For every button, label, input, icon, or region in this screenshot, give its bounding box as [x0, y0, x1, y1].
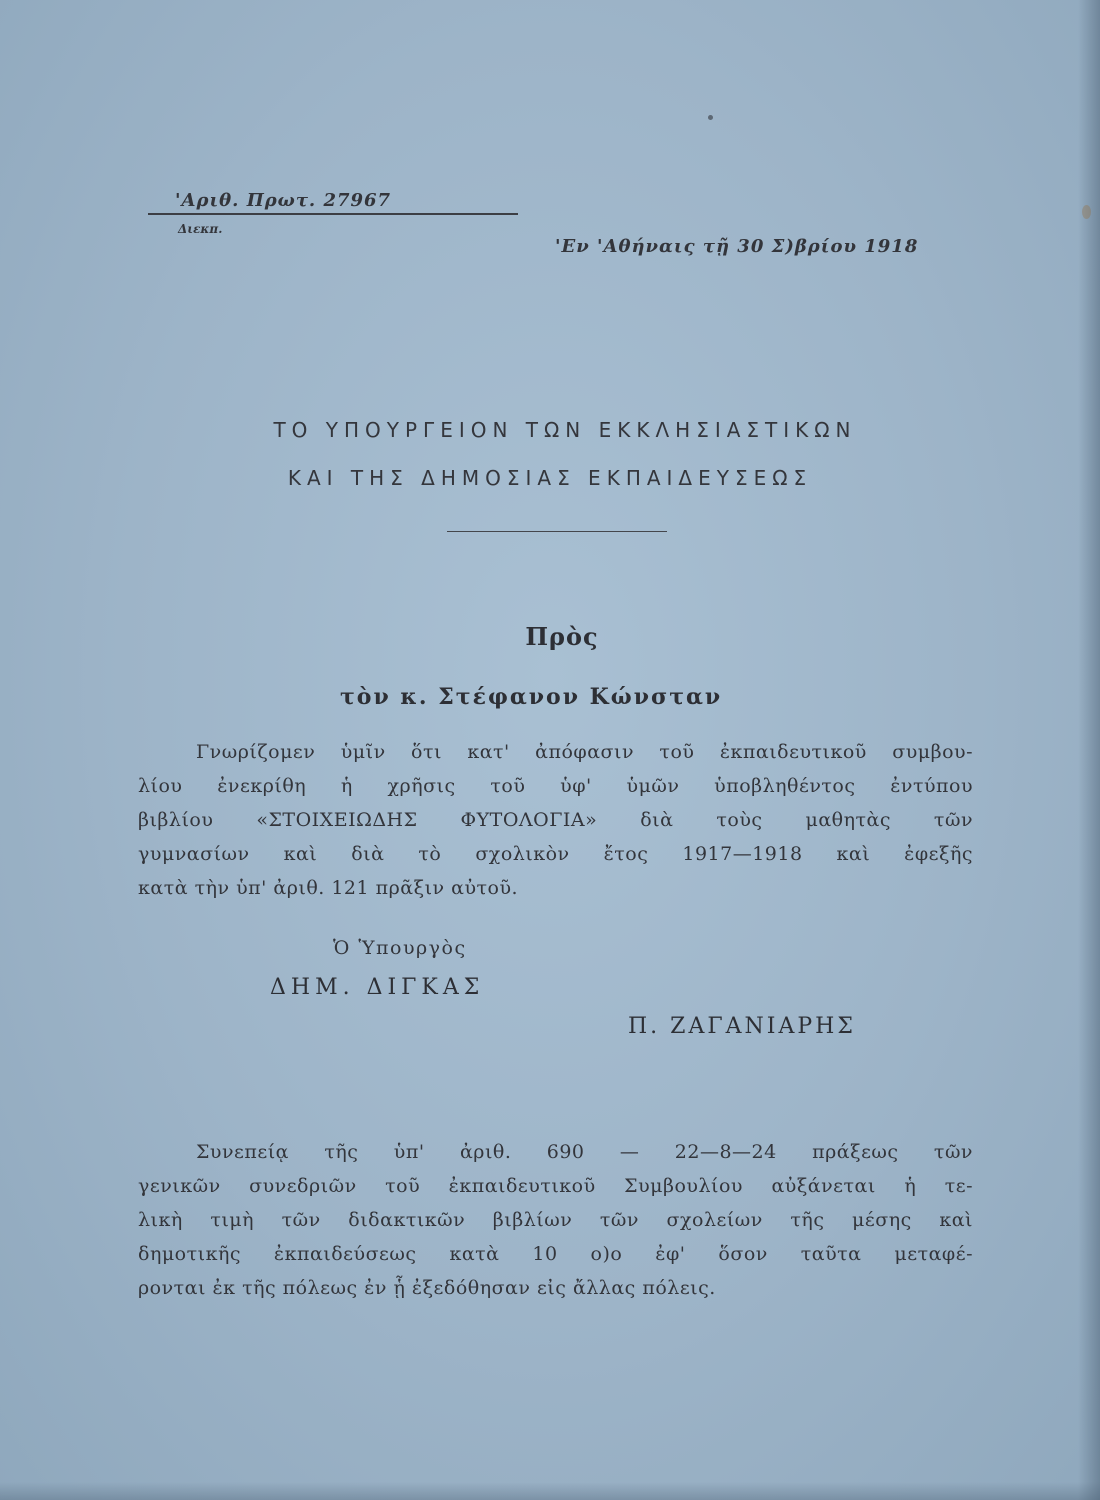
notice-line: βιβλίου «ΣΤΟΙΧΕΙΩΔΗΣ ΦΥΤΟΛΟΓΙΑ» διὰ τοὺς μαθητὰς τῶν — [138, 809, 973, 831]
addendum-line: ρονται ἐκ τῆς πόλεως ἐν ᾗ ἐξεδόθησαν εἰς ἄλλας πόλεις. — [138, 1277, 716, 1299]
paper-stain — [708, 115, 713, 120]
addendum-line: γενικῶν συνεδριῶν τοῦ ἐκπαιδευτικοῦ Συμβουλίου αὐξάνεται ἡ τε- — [138, 1175, 973, 1197]
paper-edge-shadow-bottom — [0, 1482, 1100, 1500]
addendum-paragraph — [138, 1135, 973, 1305]
protocol-underline — [148, 213, 518, 215]
dispatch-label: Διεκπ. — [178, 222, 223, 236]
notice-line: Γνωρίζομεν ὑμῖν ὅτι κατ' ἀπόφασιν τοῦ ἐκπαιδευτικοῦ συμβου- — [196, 741, 973, 763]
addendum-line: δημοτικῆς ἐκπαιδεύσεως κατὰ 10 ο)ο ἐφ' ὅσον ταῦτα μεταφέ- — [138, 1243, 973, 1265]
paper-stain — [1082, 205, 1091, 219]
ministry-heading-line1: ΤΟ ΥΠΟΥΡΓΕΙΟΝ ΤΩΝ ΕΚΚΛΗΣΙΑΣΤΙΚΩΝ — [273, 418, 857, 442]
dateline: 'Εν 'Αθήναις τῇ 30 Σ)βρίου 1918 — [555, 236, 919, 257]
minister-title: Ὁ Ὑπουργὸς — [333, 937, 467, 959]
notice-line: λίου ἐνεκρίθη ἡ χρῆσις τοῦ ὑφ' ὑμῶν ὑποβληθέντος ἐντύπου — [138, 775, 973, 797]
heading-divider — [447, 531, 667, 532]
secretary-name: Π. ΖΑΓΑΝΙΑΡΗΣ — [628, 1014, 856, 1039]
ministry-heading-line2: ΚΑΙ ΤΗΣ ΔΗΜΟΣΙΑΣ ΕΚΠΑΙΔΕΥΣΕΩΣ — [287, 466, 813, 490]
paper-edge-shadow-right — [1078, 0, 1100, 1500]
notice-paragraph — [138, 735, 973, 905]
salutation-to: Πρὸς — [525, 622, 599, 651]
notice-line: κατὰ τὴν ὑπ' ἀριθ. 121 πρᾶξιν αὐτοῦ. — [138, 877, 519, 899]
protocol-number: 'Αριθ. Πρωτ. 27967 — [175, 190, 392, 211]
addendum-line: λικὴ τιμὴ τῶν διδακτικῶν βιβλίων τῶν σχολείων τῆς μέσης καὶ — [138, 1209, 973, 1231]
minister-name: ΔΗΜ. ΔΙΓΚΑΣ — [270, 975, 485, 1000]
addressee: τὸν κ. Στέφανον Κώνσταν — [340, 684, 723, 710]
addendum-line: Συνεπείᾳ τῆς ὑπ' ἀριθ. 690 — 22—8—24 πράξεως τῶν — [196, 1141, 973, 1163]
notice-line: γυμνασίων καὶ διὰ τὸ σχολικὸν ἔτος 1917—1918 καὶ ἐφεξῆς — [138, 843, 973, 865]
